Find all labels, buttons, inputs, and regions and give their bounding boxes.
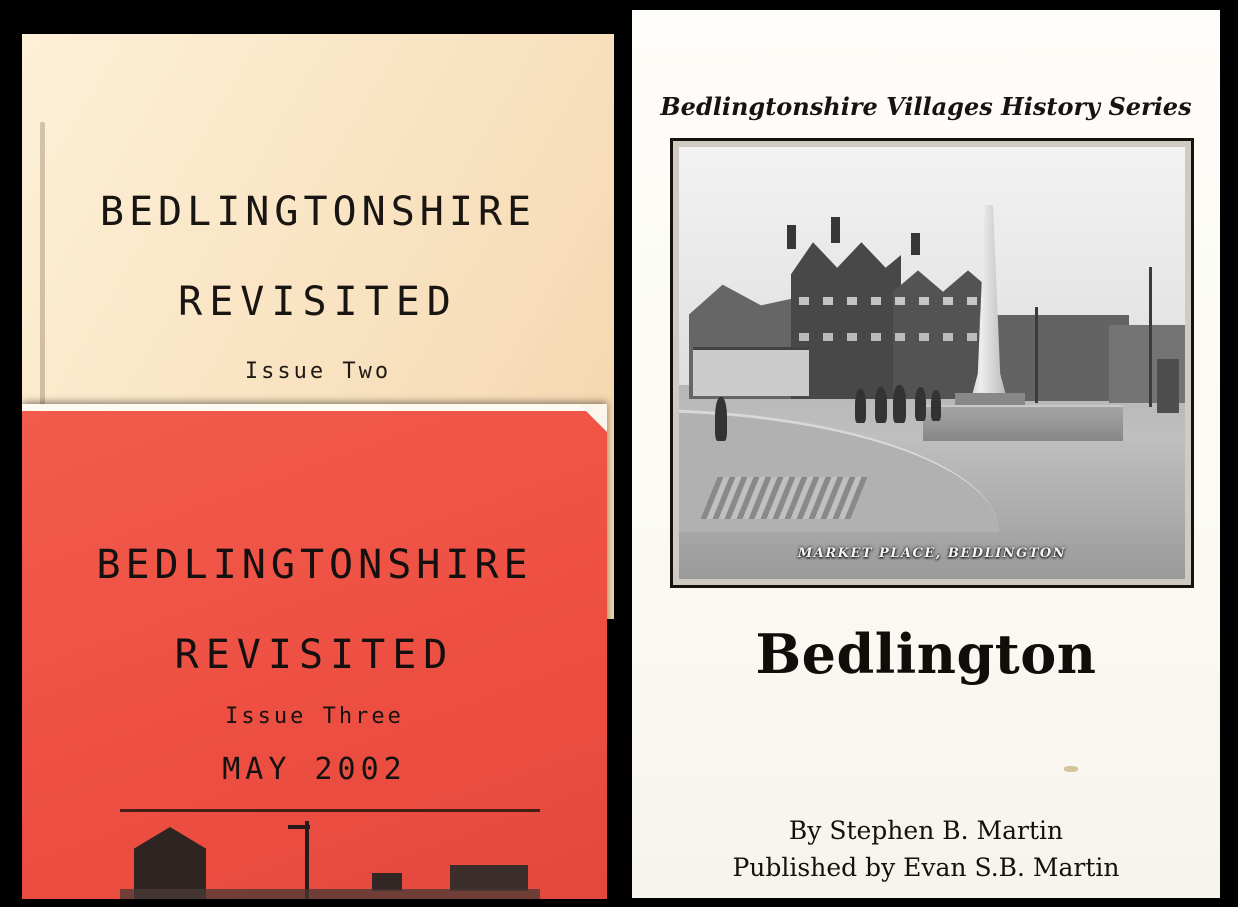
- booklet-cover-issue-three: [22, 404, 607, 899]
- photo-figure: [875, 387, 887, 423]
- photo-figure: [715, 397, 727, 441]
- photo-chimney: [911, 233, 920, 255]
- cover-photo-frame: [670, 138, 1194, 588]
- photo-figure: [931, 390, 941, 421]
- cover-title-line-1: BEDLINGTONSHIRE: [96, 542, 533, 588]
- photo-pole: [1035, 307, 1038, 403]
- cover-photograph: [120, 816, 540, 899]
- photo-figure: [915, 387, 926, 421]
- series-title: Bedlingtonshire Villages History Series: [660, 92, 1192, 121]
- photo-shed: [450, 865, 528, 891]
- cover-title-line-2: REVISITED: [178, 279, 458, 325]
- cover-issue-number: Issue Two: [244, 359, 392, 384]
- photo-grating: [701, 477, 868, 519]
- photo-caption: MARKET PLACE, BEDLINGTON: [797, 546, 1067, 561]
- page-edge: [22, 404, 607, 411]
- photo-figure: [855, 389, 866, 423]
- photo-chimney: [787, 225, 796, 249]
- photo-lamp-post: [305, 821, 309, 899]
- booklet-cover-bedlington: [632, 10, 1220, 898]
- historic-market-place-photo: [679, 147, 1185, 579]
- cover-publisher: Published by Evan S.B. Martin: [732, 853, 1120, 882]
- cover-title-line-1: BEDLINGTONSHIRE: [99, 189, 537, 235]
- photo-chimney: [831, 217, 840, 243]
- photo-kerb: [120, 889, 540, 899]
- corner-fold: [578, 404, 607, 433]
- photo-kiosk: [1157, 359, 1179, 413]
- photo-shopfront: [693, 347, 809, 396]
- photo-fountain-wall: [923, 405, 1123, 441]
- cover-divider-rule: [120, 809, 540, 812]
- paper-smudge: [1064, 766, 1078, 772]
- cover-author: By Stephen B. Martin: [788, 816, 1064, 845]
- photo-pole: [1149, 267, 1152, 407]
- cover-title-line-2: REVISITED: [174, 632, 455, 678]
- cover-date: MAY 2002: [222, 752, 407, 787]
- cover-issue-number: Issue Three: [225, 704, 404, 729]
- cover-title: Bedlington: [755, 622, 1097, 686]
- photo-figure: [893, 385, 906, 423]
- photo-window-row: [799, 297, 989, 305]
- photo-window-row: [799, 333, 989, 341]
